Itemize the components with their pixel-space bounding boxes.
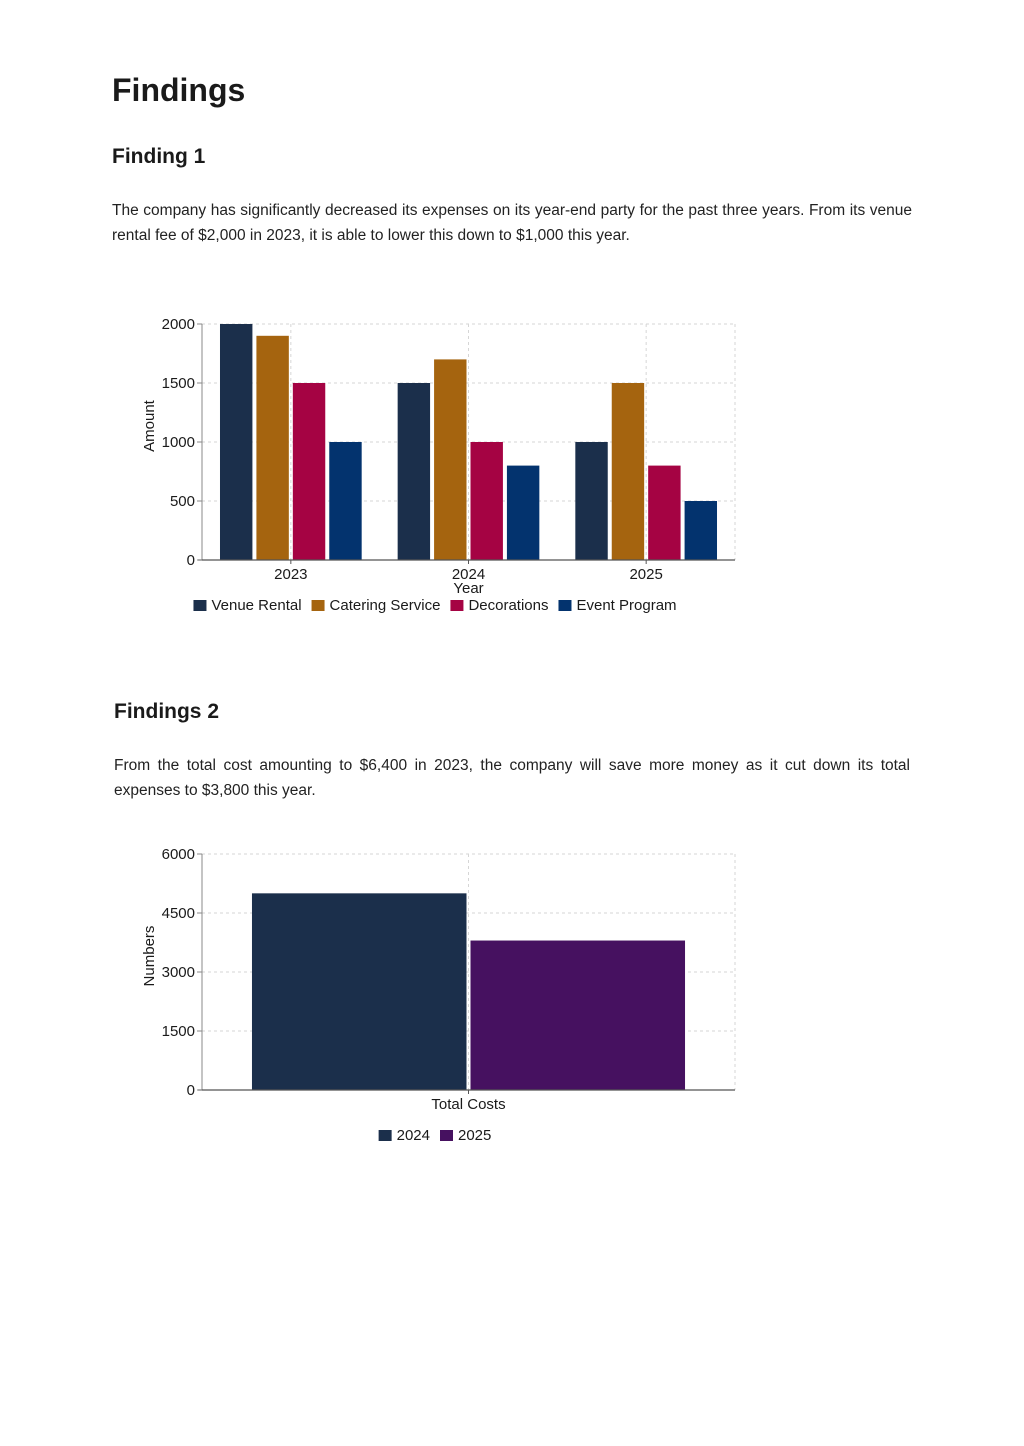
bar-event-program-2025 [685, 501, 717, 560]
chart-legend [193, 597, 676, 614]
finding-2-paragraph: From the total cost amounting to $6,400 in 2023, the company will save more money as it cut down its total expenses to $3,800 this year. [114, 757, 910, 799]
finding-1-paragraph: The company has significantly decreased its expenses on its year-end party for the past three years. From its venue rental fee of $2,000 in 2023, it is able to lower this down to $1,000 this year. [112, 202, 912, 244]
y-tick-label: 6000 [161, 846, 195, 863]
legend-swatch [379, 1130, 392, 1141]
legend-label: Catering Service [329, 597, 441, 614]
x-tick-label: 2023 [274, 566, 308, 583]
bar-venue-rental-2024 [398, 383, 430, 560]
total-costs-chart [120, 840, 760, 1160]
y-tick-label: 1500 [161, 1023, 195, 1040]
bar-event-program-2023 [329, 442, 361, 560]
legend-label: 2024 [396, 1127, 430, 1144]
y-tick-label: 2000 [161, 316, 195, 333]
bar-decorations-2023 [293, 383, 325, 560]
page-title: Findings [112, 72, 246, 108]
legend-label: Venue Rental [211, 597, 302, 614]
bar-catering-service-2024 [434, 359, 466, 560]
finding-1-heading: Finding 1 [112, 145, 206, 168]
legend-swatch [450, 600, 463, 611]
y-axis-title: Amount [141, 400, 158, 452]
bar-venue-rental-2023 [220, 324, 252, 560]
y-tick-label: 4500 [161, 905, 195, 922]
bar-event-program-2024 [507, 466, 539, 560]
x-tick-label: 2025 [629, 566, 663, 583]
legend-label: 2025 [458, 1127, 492, 1144]
bar-decorations-2025 [648, 466, 680, 560]
legend-label: Event Program [576, 597, 677, 614]
bar-2024-total-costs [252, 893, 467, 1090]
y-tick-label: 1500 [161, 375, 195, 392]
legend-swatch [558, 600, 571, 611]
bar-catering-service-2025 [612, 383, 644, 560]
y-tick-label: 0 [186, 552, 195, 569]
expenses-by-year-chart [120, 310, 760, 630]
y-tick-label: 500 [169, 493, 195, 510]
legend-swatch [193, 600, 206, 611]
x-axis-title: Year [453, 580, 484, 597]
bar-2025-total-costs [471, 941, 686, 1090]
legend-swatch [440, 1130, 453, 1141]
legend-label: Decorations [468, 597, 549, 614]
legend-swatch [312, 600, 325, 611]
x-tick-label: 2024 [451, 566, 486, 583]
y-tick-label: 1000 [161, 434, 195, 451]
y-tick-label: 0 [186, 1082, 195, 1099]
finding-2-heading: Findings 2 [114, 700, 219, 723]
bar-venue-rental-2025 [575, 442, 607, 560]
y-tick-label: 3000 [161, 964, 195, 981]
bar-catering-service-2023 [256, 336, 288, 560]
x-tick-label: Total Costs [431, 1096, 506, 1113]
chart-legend [379, 1127, 492, 1144]
bar-decorations-2024 [471, 442, 503, 560]
y-axis-title: Numbers [141, 925, 158, 987]
